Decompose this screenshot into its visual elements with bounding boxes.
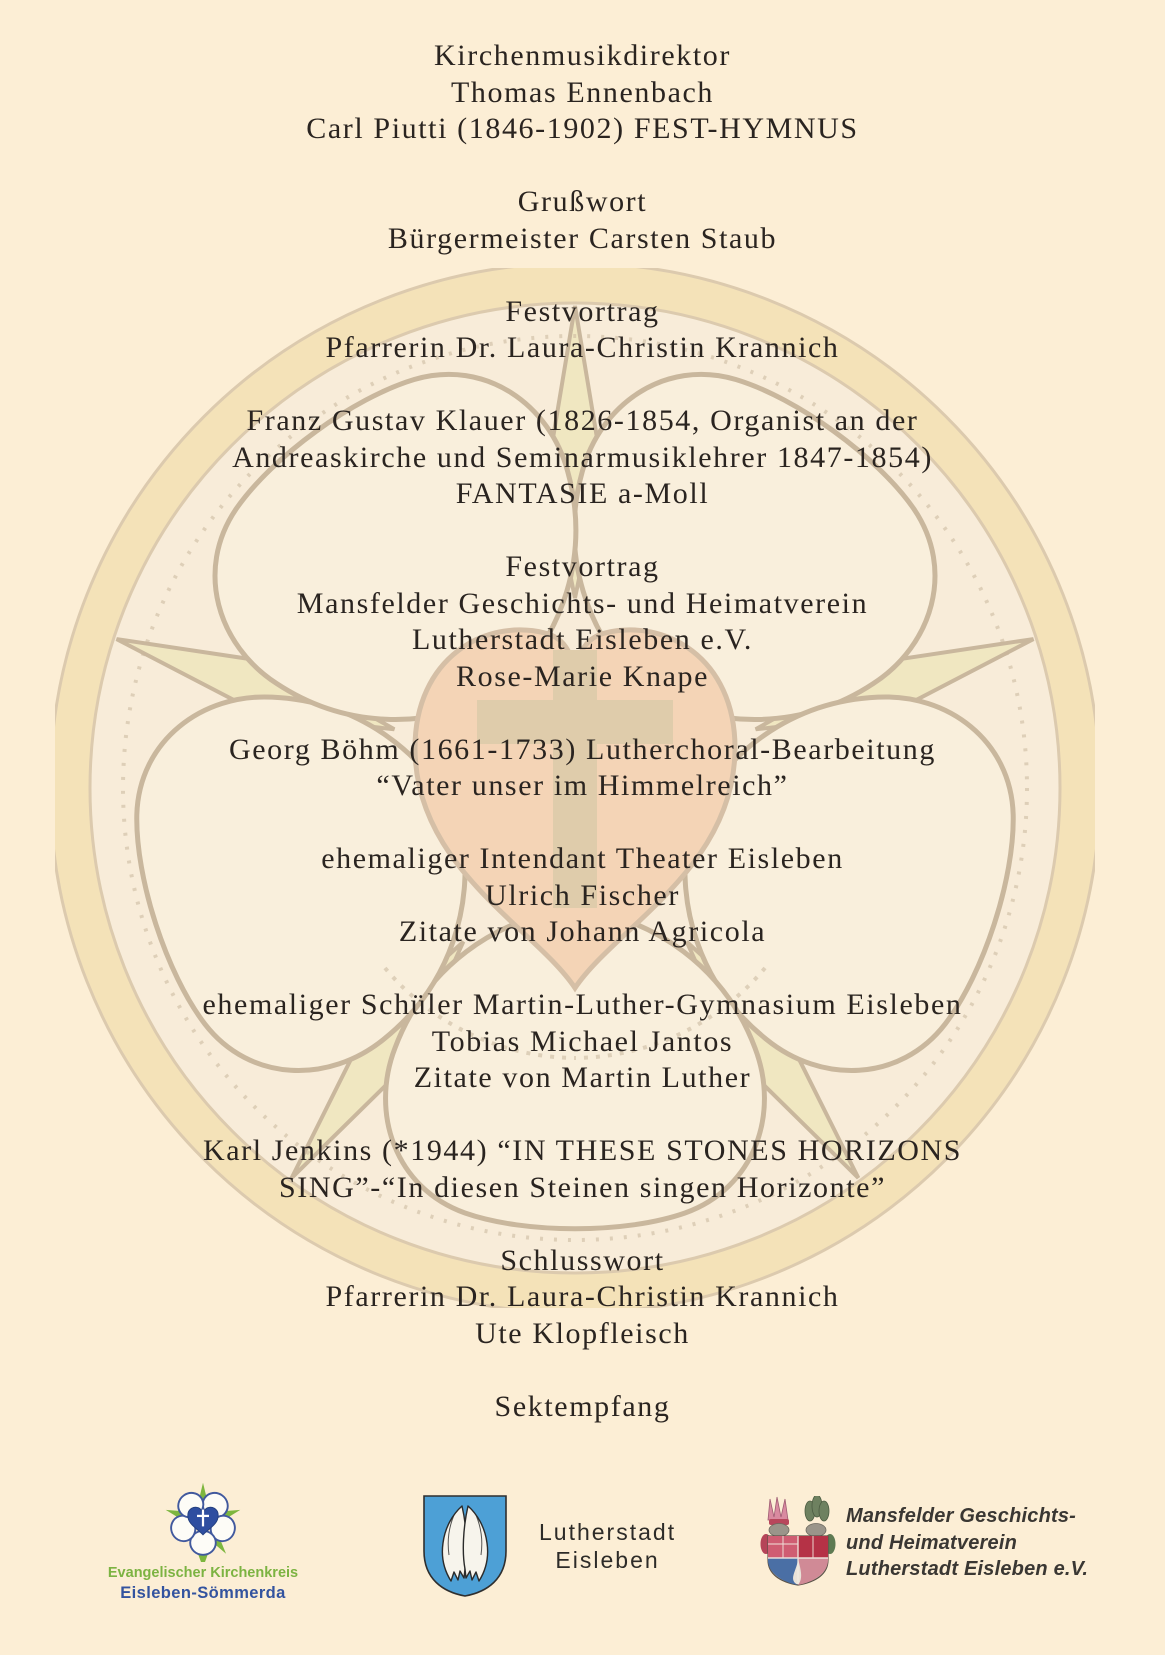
program-line: Tobias Michael Jantos: [431, 1024, 734, 1058]
mansfeld-crest-icon: [759, 1496, 837, 1586]
program-line: FANTASIE a-Moll: [455, 477, 710, 510]
program-line: Lutherstadt Eisleben e.V.: [411, 623, 754, 656]
program-line: Zitate von Johann Agricola: [398, 915, 767, 948]
program-line: Zitate von Martin Luther: [413, 1061, 752, 1094]
program-line: SING”-“In diesen Steinen singen Horizonte”: [278, 1170, 887, 1204]
program-line: Sektempfang: [494, 1389, 671, 1423]
program-line: Ulrich Fischer: [485, 878, 680, 912]
program-line: Georg Böhm (1661-1733) Lutherchoral-Bearbeitung: [229, 732, 936, 766]
program-line: Festvortrag: [505, 294, 660, 328]
kirchenkreis-logo: [97, 1482, 309, 1604]
luther-rose-logo-icon: [162, 1482, 244, 1562]
program-line: ehemaliger Intendant Theater Eisleben: [321, 842, 844, 875]
mansfelder-verein-logo: [759, 1496, 1088, 1586]
program-line: ehemaliger Schüler Martin-Luther-Gymnasium Eisleben: [202, 988, 963, 1021]
mansfelder-label-line3: Lutherstadt Eisleben e.V.: [846, 1558, 1089, 1580]
kirchenkreis-region-label: Eisleben-Sömmerda: [120, 1584, 286, 1602]
eisleben-label-line1: Lutherstadt: [539, 1519, 677, 1545]
program-line: Franz Gustav Klauer (1826-1854, Organist an der: [246, 404, 919, 437]
program-line: Pfarrerin Dr. Laura-Christin Krannich: [325, 1280, 840, 1313]
kirchenkreis-name-label: Evangelischer Kirchenkreis: [107, 1565, 299, 1581]
program-line: “Vater unser im Himmelreich”: [376, 769, 789, 802]
program-line: Pfarrerin Dr. Laura-Christin Krannich: [325, 331, 840, 364]
program-line: Kirchenmusikdirektor: [434, 39, 731, 72]
program-line: Carl Piutti (1846-1902) FEST-HYMNUS: [306, 112, 859, 145]
program-line: Ute Klopfleisch: [475, 1316, 690, 1350]
program-line: Grußwort: [517, 185, 648, 218]
eisleben-coat-of-arms-icon: [421, 1493, 509, 1599]
program-line: Thomas Ennenbach: [450, 75, 715, 109]
mansfelder-label-line1: Mansfelder Geschichts-: [846, 1505, 1077, 1527]
program-line: Mansfelder Geschichts- und Heimatverein: [296, 586, 869, 620]
eisleben-label: [539, 1518, 676, 1574]
program-line: Karl Jenkins (*1944) “IN THESE STONES HORIZONS: [202, 1134, 963, 1167]
program-line: Schlusswort: [500, 1243, 665, 1277]
mansfelder-verein-label: [846, 1496, 1088, 1586]
program-line: Andreaskirche und Seminarmusiklehrer 1847-1854): [232, 440, 933, 474]
program-line: Festvortrag: [505, 550, 660, 583]
eisleben-label-line2: Eisleben: [555, 1547, 660, 1573]
eisleben-logo: [421, 1493, 676, 1599]
program-line: Rose-Marie Knape: [455, 659, 710, 693]
mansfelder-label-line2: und Heimatverein: [846, 1531, 1018, 1554]
program-line: Bürgermeister Carsten Staub: [387, 221, 778, 255]
